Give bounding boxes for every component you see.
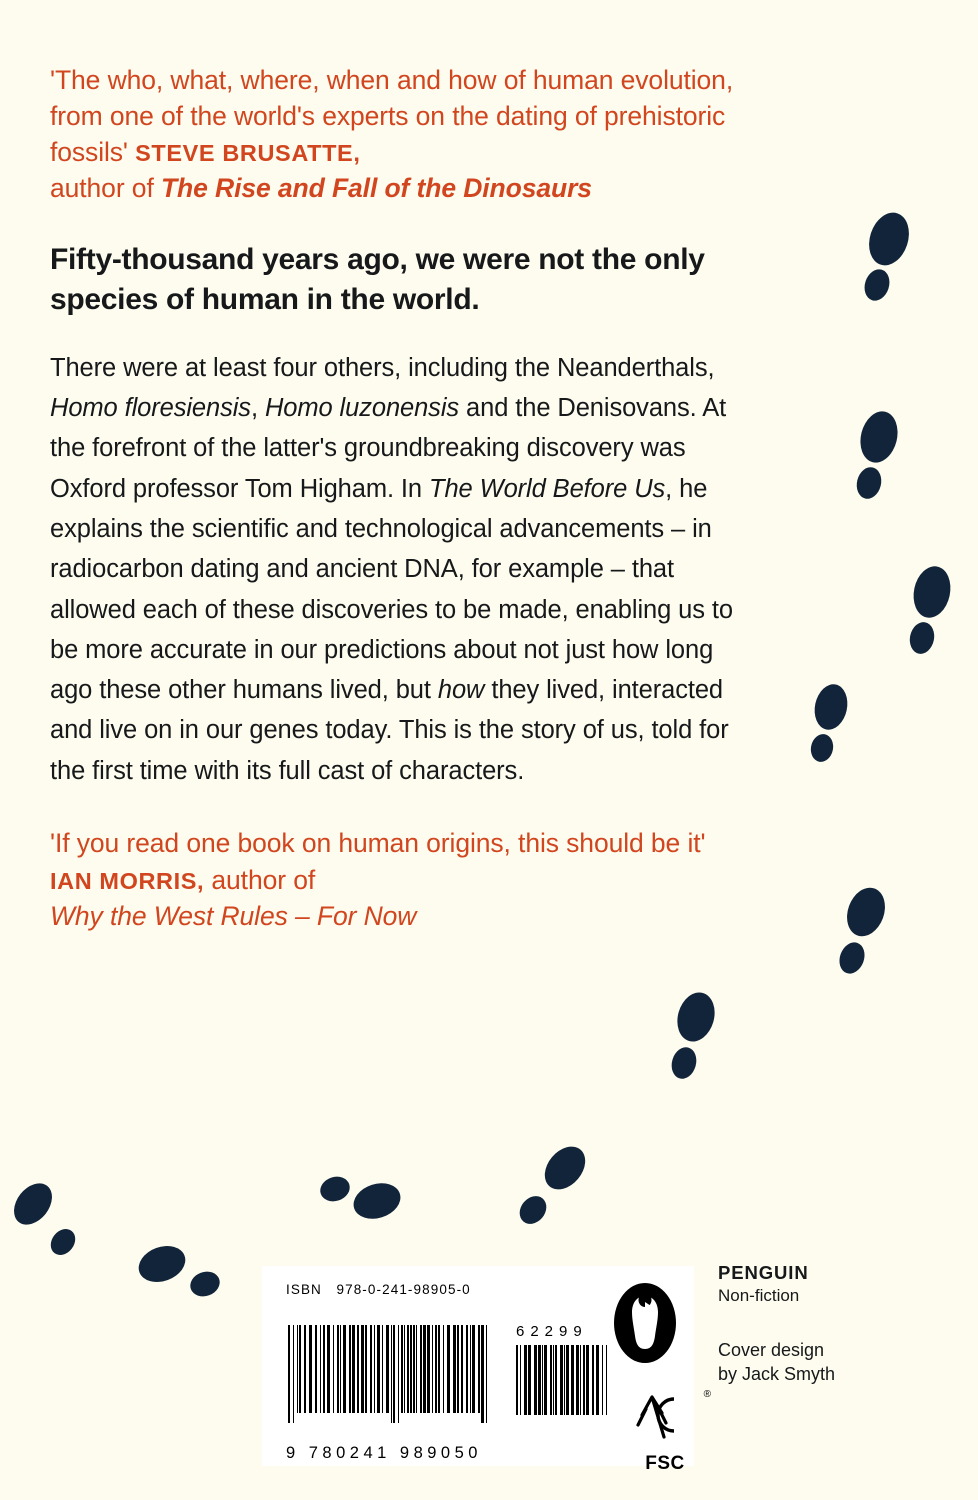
fsc-registered-mark: ®: [703, 1389, 711, 1400]
ean13-barcode: [288, 1325, 506, 1425]
ean5-addon-barcode: [516, 1345, 608, 1423]
top-quote-attribution: STEVE BRUSATTE,: [135, 140, 361, 167]
bottom-quote-attribution: IAN MORRIS,: [50, 867, 205, 894]
bottom-quote-author-work: Why the West Rules – For Now: [50, 901, 417, 932]
footprint-icon: [830, 880, 900, 990]
publisher-block: [718, 1262, 948, 1307]
cover-credit-line-2: by Jack Smyth: [718, 1364, 836, 1385]
isbn-label: ISBN: [286, 1282, 322, 1297]
cover-text-block: [50, 62, 750, 935]
bottom-quote-author-lead: author of: [204, 864, 316, 895]
footprint-icon: [898, 560, 968, 670]
footprint-icon: [800, 678, 862, 778]
footprint-icon: [305, 1165, 415, 1245]
footprint-icon: [845, 405, 915, 515]
top-quote-author-lead: author of: [50, 173, 161, 204]
ean-digits: 9 780241 989050: [286, 1444, 482, 1462]
footprint-icon: [5, 1178, 95, 1268]
footprint-icon: [120, 1232, 230, 1317]
isbn-number: 978-0-241-98905-0: [336, 1282, 471, 1297]
publisher-name: PENGUIN: [718, 1262, 809, 1283]
fsc-tree-icon: [634, 1391, 696, 1447]
top-quote-text: 'The who, what, where, when and how of human evolution, from one of the world's experts on the dating of prehistoric fossils': [50, 65, 734, 168]
publisher-category: Non-fiction: [718, 1286, 800, 1306]
footprint-icon: [855, 205, 925, 315]
fsc-label: FSC: [645, 1453, 685, 1474]
penguin-logo: [612, 1282, 678, 1364]
footprint-icon: [505, 1140, 605, 1240]
cover-credit: [718, 1338, 948, 1387]
page-title: Fifty-thousand years ago, we were not the only species of human in the world.: [50, 243, 705, 317]
top-endorsement-quote: [50, 62, 750, 206]
top-quote-author-work: The Rise and Fall of the Dinosaurs: [160, 173, 592, 204]
bottom-endorsement-quote: [50, 825, 750, 935]
bottom-quote-text: 'If you read one book on human origins, this should be it': [50, 828, 706, 858]
blurb-paragraph: There were at least four others, including the Neanderthals, Homo floresiensis, Homo luzonensis and the Denisovans. At the forefront of the latter's groundbreaking discovery was Oxford professor Tom Higham. In The World Before Us, he explains the scientific and technological advancements – in radiocarbon dating and ancient DNA, for example – that allowed each of these discoveries to be made, enabling us to be more accurate in our predictions about not just how long ago these other humans lived, but how they lived, interacted and live on in our genes today. This is the story of us, told for the first time with its full cast of characters.: [50, 353, 733, 785]
footprint-icon: [660, 985, 730, 1095]
addon-digits: 62299: [516, 1323, 588, 1340]
fsc-logo: [631, 1389, 711, 1475]
cover-credit-line-1: Cover design: [718, 1340, 825, 1360]
